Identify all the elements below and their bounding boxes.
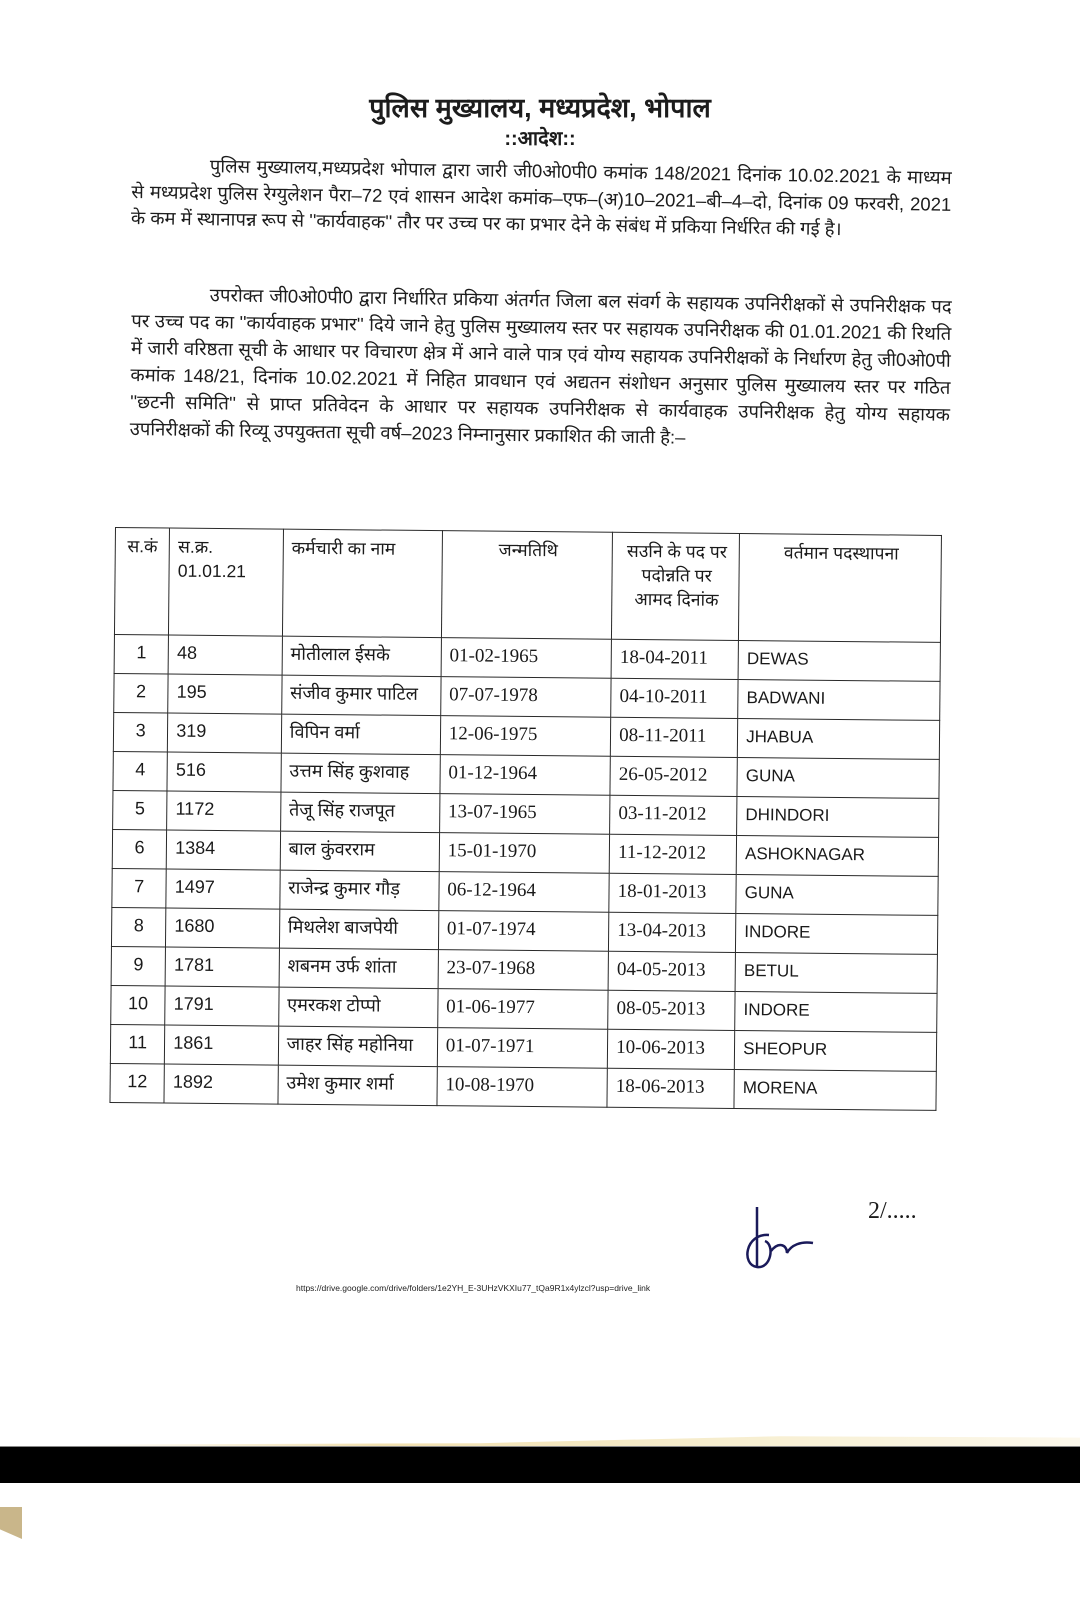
row-posting: DEWAS xyxy=(738,640,940,681)
row-posting: INDORE xyxy=(736,913,938,954)
footer-url: https://drive.google.com/drive/folders/1e2YH_E-3UHzVKXIu77_tQa9R1x4ylzcl?usp=drive_link xyxy=(296,1283,651,1293)
row-sno: 7 xyxy=(112,868,167,908)
row-promotion-date: 03-11-2012 xyxy=(610,795,737,835)
row-sno: 5 xyxy=(113,790,168,830)
row-seniority: 1781 xyxy=(165,947,279,987)
row-dob: 13-07-1965 xyxy=(439,794,610,835)
next-page-edge xyxy=(0,1483,1080,1615)
row-seniority: 1791 xyxy=(165,986,279,1026)
row-seniority: 1861 xyxy=(165,1025,279,1065)
row-posting: MORENA xyxy=(734,1069,936,1110)
header-seniority: स.क्र. 01.01.21 xyxy=(169,528,284,636)
row-sno: 8 xyxy=(111,907,166,947)
header-dob: जन्मतिथि xyxy=(441,531,612,640)
row-sno: 1 xyxy=(114,634,169,674)
row-promotion-date: 18-01-2013 xyxy=(609,873,736,913)
header-sno: स.कं xyxy=(114,528,169,636)
row-name: राजेन्द्र कुमार गौड़ xyxy=(280,870,439,911)
row-dob: 10-08-1970 xyxy=(437,1067,608,1108)
table-body xyxy=(110,634,940,1110)
row-name: एमरकश टोप्पो xyxy=(279,987,438,1028)
row-promotion-date: 10-06-2013 xyxy=(608,1029,735,1069)
row-seniority: 319 xyxy=(168,713,282,753)
row-seniority: 1497 xyxy=(166,869,280,909)
row-promotion-date: 08-11-2011 xyxy=(611,717,738,757)
row-name: संजीव कुमार पाटिल xyxy=(282,675,441,716)
signature-mark-icon xyxy=(735,1205,815,1275)
paragraph-1 xyxy=(131,152,952,244)
row-promotion-date: 18-04-2011 xyxy=(611,639,738,679)
row-promotion-date: 26-05-2012 xyxy=(610,756,737,796)
row-posting: ASHOKNAGAR xyxy=(736,835,938,876)
paragraph-2 xyxy=(129,280,951,455)
row-name: बाल कुंवरराम xyxy=(280,831,439,872)
row-seniority: 1384 xyxy=(166,830,280,870)
row-dob: 12-06-1975 xyxy=(440,716,611,757)
row-promotion-date: 04-10-2011 xyxy=(611,678,738,718)
row-promotion-date: 18-06-2013 xyxy=(607,1068,734,1108)
row-dob: 06-12-1964 xyxy=(439,872,610,913)
row-promotion-date: 08-05-2013 xyxy=(608,990,735,1030)
header-promotion-date: सउनि के पद पर पदोन्नति पर आमद दिनांक xyxy=(612,532,740,640)
row-sno: 11 xyxy=(110,1024,165,1064)
signature xyxy=(735,1205,815,1280)
order-heading: ::आदेश:: xyxy=(504,128,576,150)
header-posting: वर्तमान पदस्थापना xyxy=(739,533,942,642)
row-posting: SHEOPUR xyxy=(734,1030,936,1071)
row-name: मोतीलाल ईसके xyxy=(282,636,441,677)
row-dob: 15-01-1970 xyxy=(439,833,610,874)
row-posting: GUNA xyxy=(737,757,939,798)
row-dob: 01-07-1974 xyxy=(438,911,609,952)
row-name: मिथलेश बाजपेयी xyxy=(279,909,438,950)
row-name: उमेश कुमार शर्मा xyxy=(278,1065,437,1106)
row-seniority: 1892 xyxy=(164,1064,278,1104)
suitability-list-table xyxy=(109,527,941,1111)
row-name: विपिन वर्मा xyxy=(281,714,440,755)
row-dob: 01-06-1977 xyxy=(437,989,608,1030)
row-sno: 2 xyxy=(114,673,169,713)
table-row xyxy=(110,1063,936,1110)
row-name: जाहर सिंह महोनिया xyxy=(278,1026,437,1067)
row-sno: 9 xyxy=(111,946,166,986)
row-promotion-date: 11-12-2012 xyxy=(609,834,736,874)
row-posting: BADWANI xyxy=(738,679,940,720)
page-separator-bar xyxy=(0,1446,1080,1484)
office-title: पुलिस मुख्यालय, मध्यप्रदेश, भोपाल xyxy=(369,93,711,123)
page-continuation: 2/..... xyxy=(868,1198,917,1224)
row-sno: 3 xyxy=(113,712,168,752)
row-posting: GUNA xyxy=(736,874,938,915)
row-name: तेजू सिंह राजपूत xyxy=(280,792,439,833)
row-dob: 07-07-1978 xyxy=(440,677,611,718)
row-seniority: 516 xyxy=(167,752,281,792)
row-posting: DHINDORI xyxy=(737,796,939,837)
paragraph-indent xyxy=(132,300,210,301)
paragraph-indent xyxy=(132,171,210,172)
row-seniority: 48 xyxy=(168,635,282,675)
row-name: शबनम उर्फ शांता xyxy=(279,948,438,989)
row-seniority: 195 xyxy=(168,674,282,714)
row-posting: BETUL xyxy=(735,952,937,993)
row-seniority: 1680 xyxy=(166,908,280,948)
row-sno: 6 xyxy=(112,829,167,869)
row-promotion-date: 13-04-2013 xyxy=(609,912,736,952)
row-sno: 10 xyxy=(111,985,166,1025)
row-name: उत्तम सिंह कुशवाह xyxy=(281,753,440,794)
table-header-row xyxy=(114,528,941,643)
row-dob: 01-07-1971 xyxy=(437,1028,608,1069)
paragraph-1-text: पुलिस मुख्यालय,मध्यप्रदेश भोपाल द्वारा जारी जी0ओ0पी0 कमांक 148/2021 दिनांक 10.02.2021 के माध्यम से मध्यप्रदेश पुलिस रेग्युलेशन पैरा–72 एवं शासन आदेश कमांक–एफ–(अ)10–2021–बी–4–दो, दिनांक 09 फरवरी, 2021 के कम में स्थानापन्न रूप से ''कार्यवाहक'' तौर पर उच्च पर का प्रभार देने के संबंध में प्रकिया निर्धरित की गई है। xyxy=(130,155,952,240)
paragraph-2-text: उपरोक्त जी0ओ0पी0 द्वारा निर्धारित प्रकिया अंतर्गत जिला बल संवर्ग के सहायक उपनिरीक्षकों से उपनिरीक्षक पद पर उच्च पद का ''कार्यवाहक प्रभार'' दिये जाने हेतु पुलिस मुख्यालय स्तर पर सहायक उपनिरीक्षक की 01.01.2021 की रिथति में जारी वरिष्ठता सूची के आधार पर विचारण क्षेत्र में आने वाले पात्र एवं योग्य सहायक उपनिरीक्षकों के निर्धारण हेतु जी0ओ0पी कमांक 148/21, दिनांक 10.02.2021 में निहित प्रावधान एवं अद्यतन संशोधन अनुसार पुलिस मुख्यालय स्तर पर गठित ''छटनी समिति'' से प्राप्त प्रतिवेदन के आधार पर सहायक उपनिरीक्षक से कार्यवाहक उपनिरीक्षक हेतु योग्य सहायक उपनिरीक्षकों की रिव्यू उपयुक्तता सूची वर्ष–2023 निम्नानुसार प्रकाशित की जाती है:– xyxy=(129,284,952,448)
row-posting: INDORE xyxy=(735,991,937,1032)
row-sno: 4 xyxy=(113,751,168,791)
row-dob: 23-07-1968 xyxy=(438,950,609,991)
row-promotion-date: 04-05-2013 xyxy=(608,951,735,991)
header-name: कर्मचारी का नाम xyxy=(282,529,442,638)
row-dob: 01-02-1965 xyxy=(441,638,612,679)
row-sno: 12 xyxy=(110,1063,165,1103)
row-seniority: 1172 xyxy=(167,791,281,831)
paper-stain xyxy=(80,1432,1080,1446)
row-dob: 01-12-1964 xyxy=(440,755,611,796)
row-posting: JHABUA xyxy=(737,718,939,759)
